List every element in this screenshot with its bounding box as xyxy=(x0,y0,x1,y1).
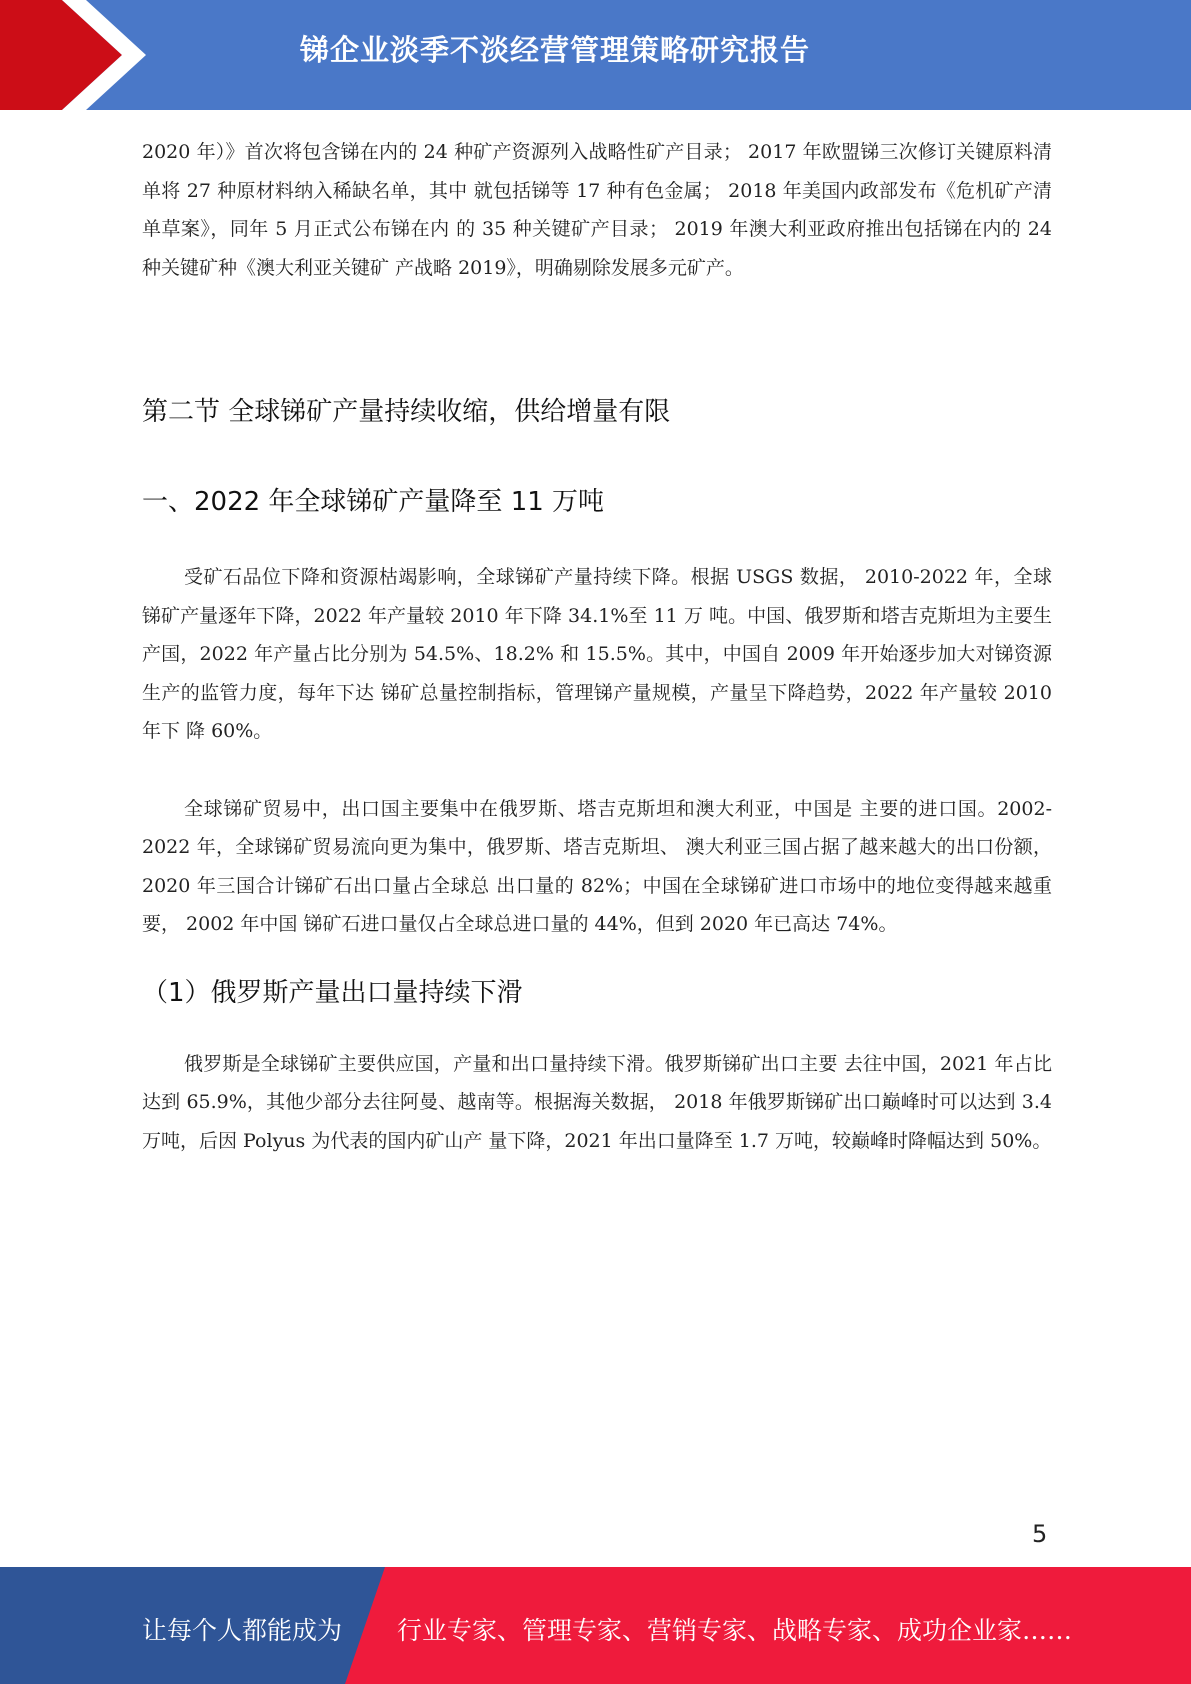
footer-slogan-right: 行业专家、管理专家、营销专家、战略专家、成功企业家…… xyxy=(397,1616,1073,1645)
minor-title: （1）俄罗斯产量出口量持续下滑 xyxy=(142,977,523,1008)
report-title: 锑企业淡季不淡经营管理策略研究报告 xyxy=(300,33,811,67)
footer-slogan-left: 让每个人都能成为 xyxy=(142,1616,343,1645)
paragraph-production: 受矿石品位下降和资源枯竭影响，全球锑矿产量持续下降。根据 USGS 数据， 2010-2022 年，全球锑矿产量逐年下降，2022 年产量较 2010 年下降 34.1%至 11 万 吨。中国、俄罗斯和塔吉克斯坦为主要生产国，2022 年产量占比分别为 54.5%、18.2% 和 15.5%。其中，中国自 2009 年开始逐步加大对锑资源生产的监管力度，每年下达 锑矿总量控制指标，管理锑产量规模，产量呈下降趋势，2022 年产量较 2010 年下 降 60%。 xyxy=(142,566,1052,742)
page-content xyxy=(142,133,1052,1160)
page-header xyxy=(0,0,1191,110)
header-arrow-decoration xyxy=(0,0,160,110)
paragraph-trade: 全球锑矿贸易中，出口国主要集中在俄罗斯、塔吉克斯坦和澳大利亚，中国是 主要的进口国。2002-2022 年，全球锑矿贸易流向更为集中，俄罗斯、塔吉克斯坦、 澳大利亚三国占据了越来越大的出口份额，2020 年三国合计锑矿石出口量占全球总 出口量的 82%；中国在全球锑矿进口市场中的地位变得越来越重要， 2002 年中国 锑矿石进口量仅占全球总进口量的 44%，但到 2020 年已高达 74%。 xyxy=(142,797,1052,935)
subsection-title: 一、2022 年全球锑矿产量降至 11 万吨 xyxy=(142,487,605,517)
section-title: 第二节 全球锑矿产量持续收缩，供给增量有限 xyxy=(142,397,671,427)
page-number: 5 xyxy=(1032,1520,1048,1548)
intro-paragraph: 2020 年）》首次将包含锑在内的 24 种矿产资源列入战略性矿产目录； 2017 年欧盟锑三次修订关键原料清单将 27 种原材料纳入稀缺名单，其中 就包括锑等 17 种有色金属； 2018 年美国内政部发布《危机矿产清单草案》，同年 5 月正式公布锑在内 的 35 种关键矿产目录； 2019 年澳大利亚政府推出包括锑在内的 24 种关键矿种《澳大利亚关键矿 产战略 2019》，明确剔除发展多元矿产。 xyxy=(142,141,1052,279)
page-footer xyxy=(0,1567,1191,1684)
paragraph-russia: 俄罗斯是全球锑矿主要供应国，产量和出口量持续下滑。俄罗斯锑矿出口主要 去往中国，2021 年占比达到 65.9%，其他少部分去往阿曼、越南等。根据海关数据， 2018 年俄罗斯锑矿出口巅峰时可以达到 3.4 万吨，后因 Polyus 为代表的国内矿山产 量下降，2021 年出口量降至 1.7 万吨，较巅峰时降幅达到 50%。 xyxy=(142,1052,1052,1152)
